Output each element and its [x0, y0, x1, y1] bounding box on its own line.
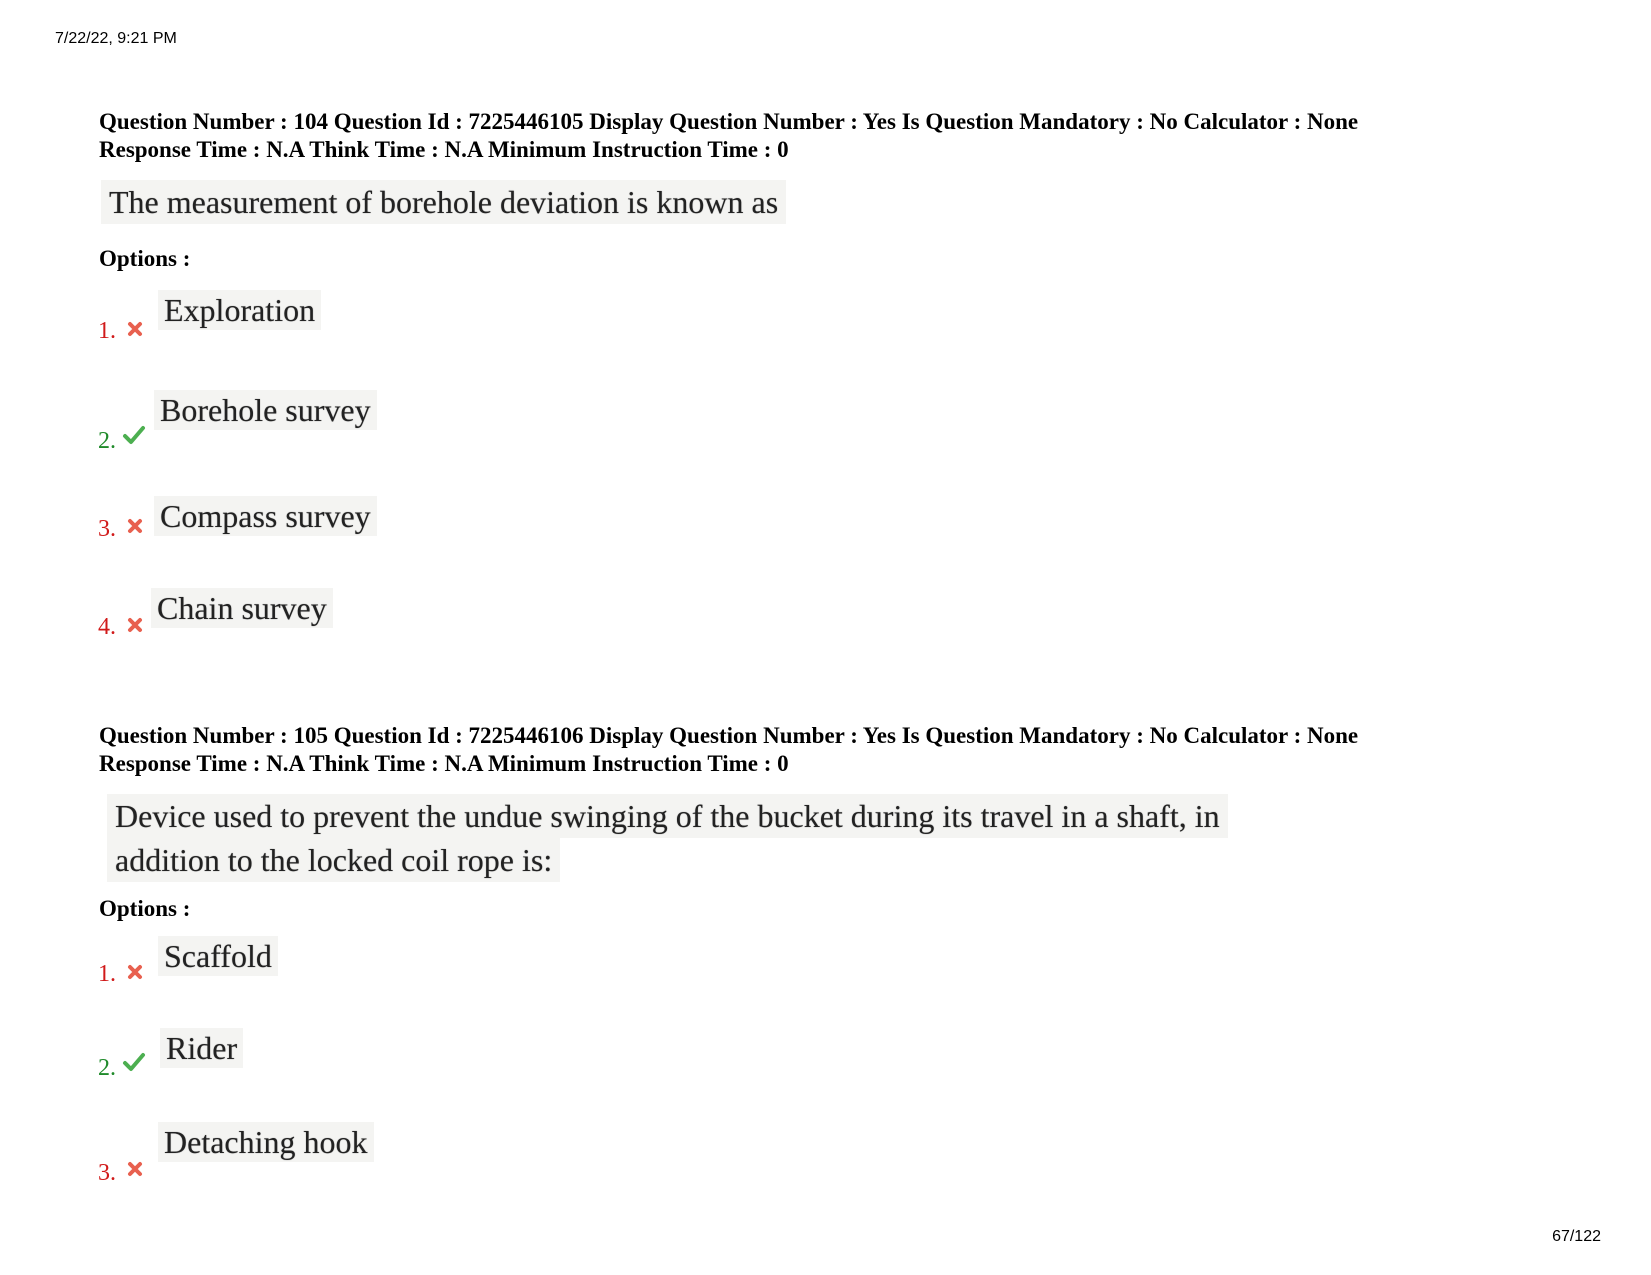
option-number: 3.: [98, 516, 116, 542]
option-text: Borehole survey: [154, 390, 377, 430]
cross-icon: [127, 518, 143, 534]
option-number: 2.: [98, 1055, 116, 1081]
option-text: Compass survey: [154, 496, 377, 536]
question-stem-line2: addition to the locked coil rope is:: [107, 838, 560, 882]
option-number: 3.: [98, 1160, 116, 1186]
check-icon: [122, 1052, 146, 1072]
option-number: 4.: [98, 614, 116, 640]
option-text: Exploration: [158, 290, 321, 330]
options-label: Options :: [99, 896, 191, 921]
question-stem-line1: Device used to prevent the undue swinging of the bucket during its travel in a shaft, in: [107, 794, 1228, 838]
option-text: Chain survey: [151, 588, 333, 628]
option-text: Scaffold: [158, 936, 278, 976]
option-number: 1.: [98, 318, 116, 344]
cross-icon: [127, 321, 143, 337]
cross-icon: [127, 617, 143, 633]
question-meta-line1: Question Number : 104 Question Id : 7225446105 Display Question Number : Yes Is Question Mandatory : No Calculator : None: [99, 109, 1359, 134]
question-meta-line2: Response Time : N.A Think Time : N.A Minimum Instruction Time : 0: [99, 137, 789, 162]
option-number: 2.: [98, 428, 116, 454]
question-meta-line1: Question Number : 105 Question Id : 7225446106 Display Question Number : Yes Is Question Mandatory : No Calculator : None: [99, 723, 1359, 748]
cross-icon: [127, 1161, 143, 1177]
page-number: 67/122: [1552, 1228, 1601, 1245]
options-label: Options :: [99, 246, 191, 271]
option-text: Rider: [160, 1028, 243, 1068]
option-number: 1.: [98, 961, 116, 987]
print-timestamp: 7/22/22, 9:21 PM: [55, 30, 177, 47]
cross-icon: [127, 964, 143, 980]
option-text: Detaching hook: [158, 1122, 374, 1162]
question-meta-line2: Response Time : N.A Think Time : N.A Minimum Instruction Time : 0: [99, 751, 789, 776]
question-stem: The measurement of borehole deviation is known as: [101, 180, 786, 224]
check-icon: [122, 425, 146, 445]
